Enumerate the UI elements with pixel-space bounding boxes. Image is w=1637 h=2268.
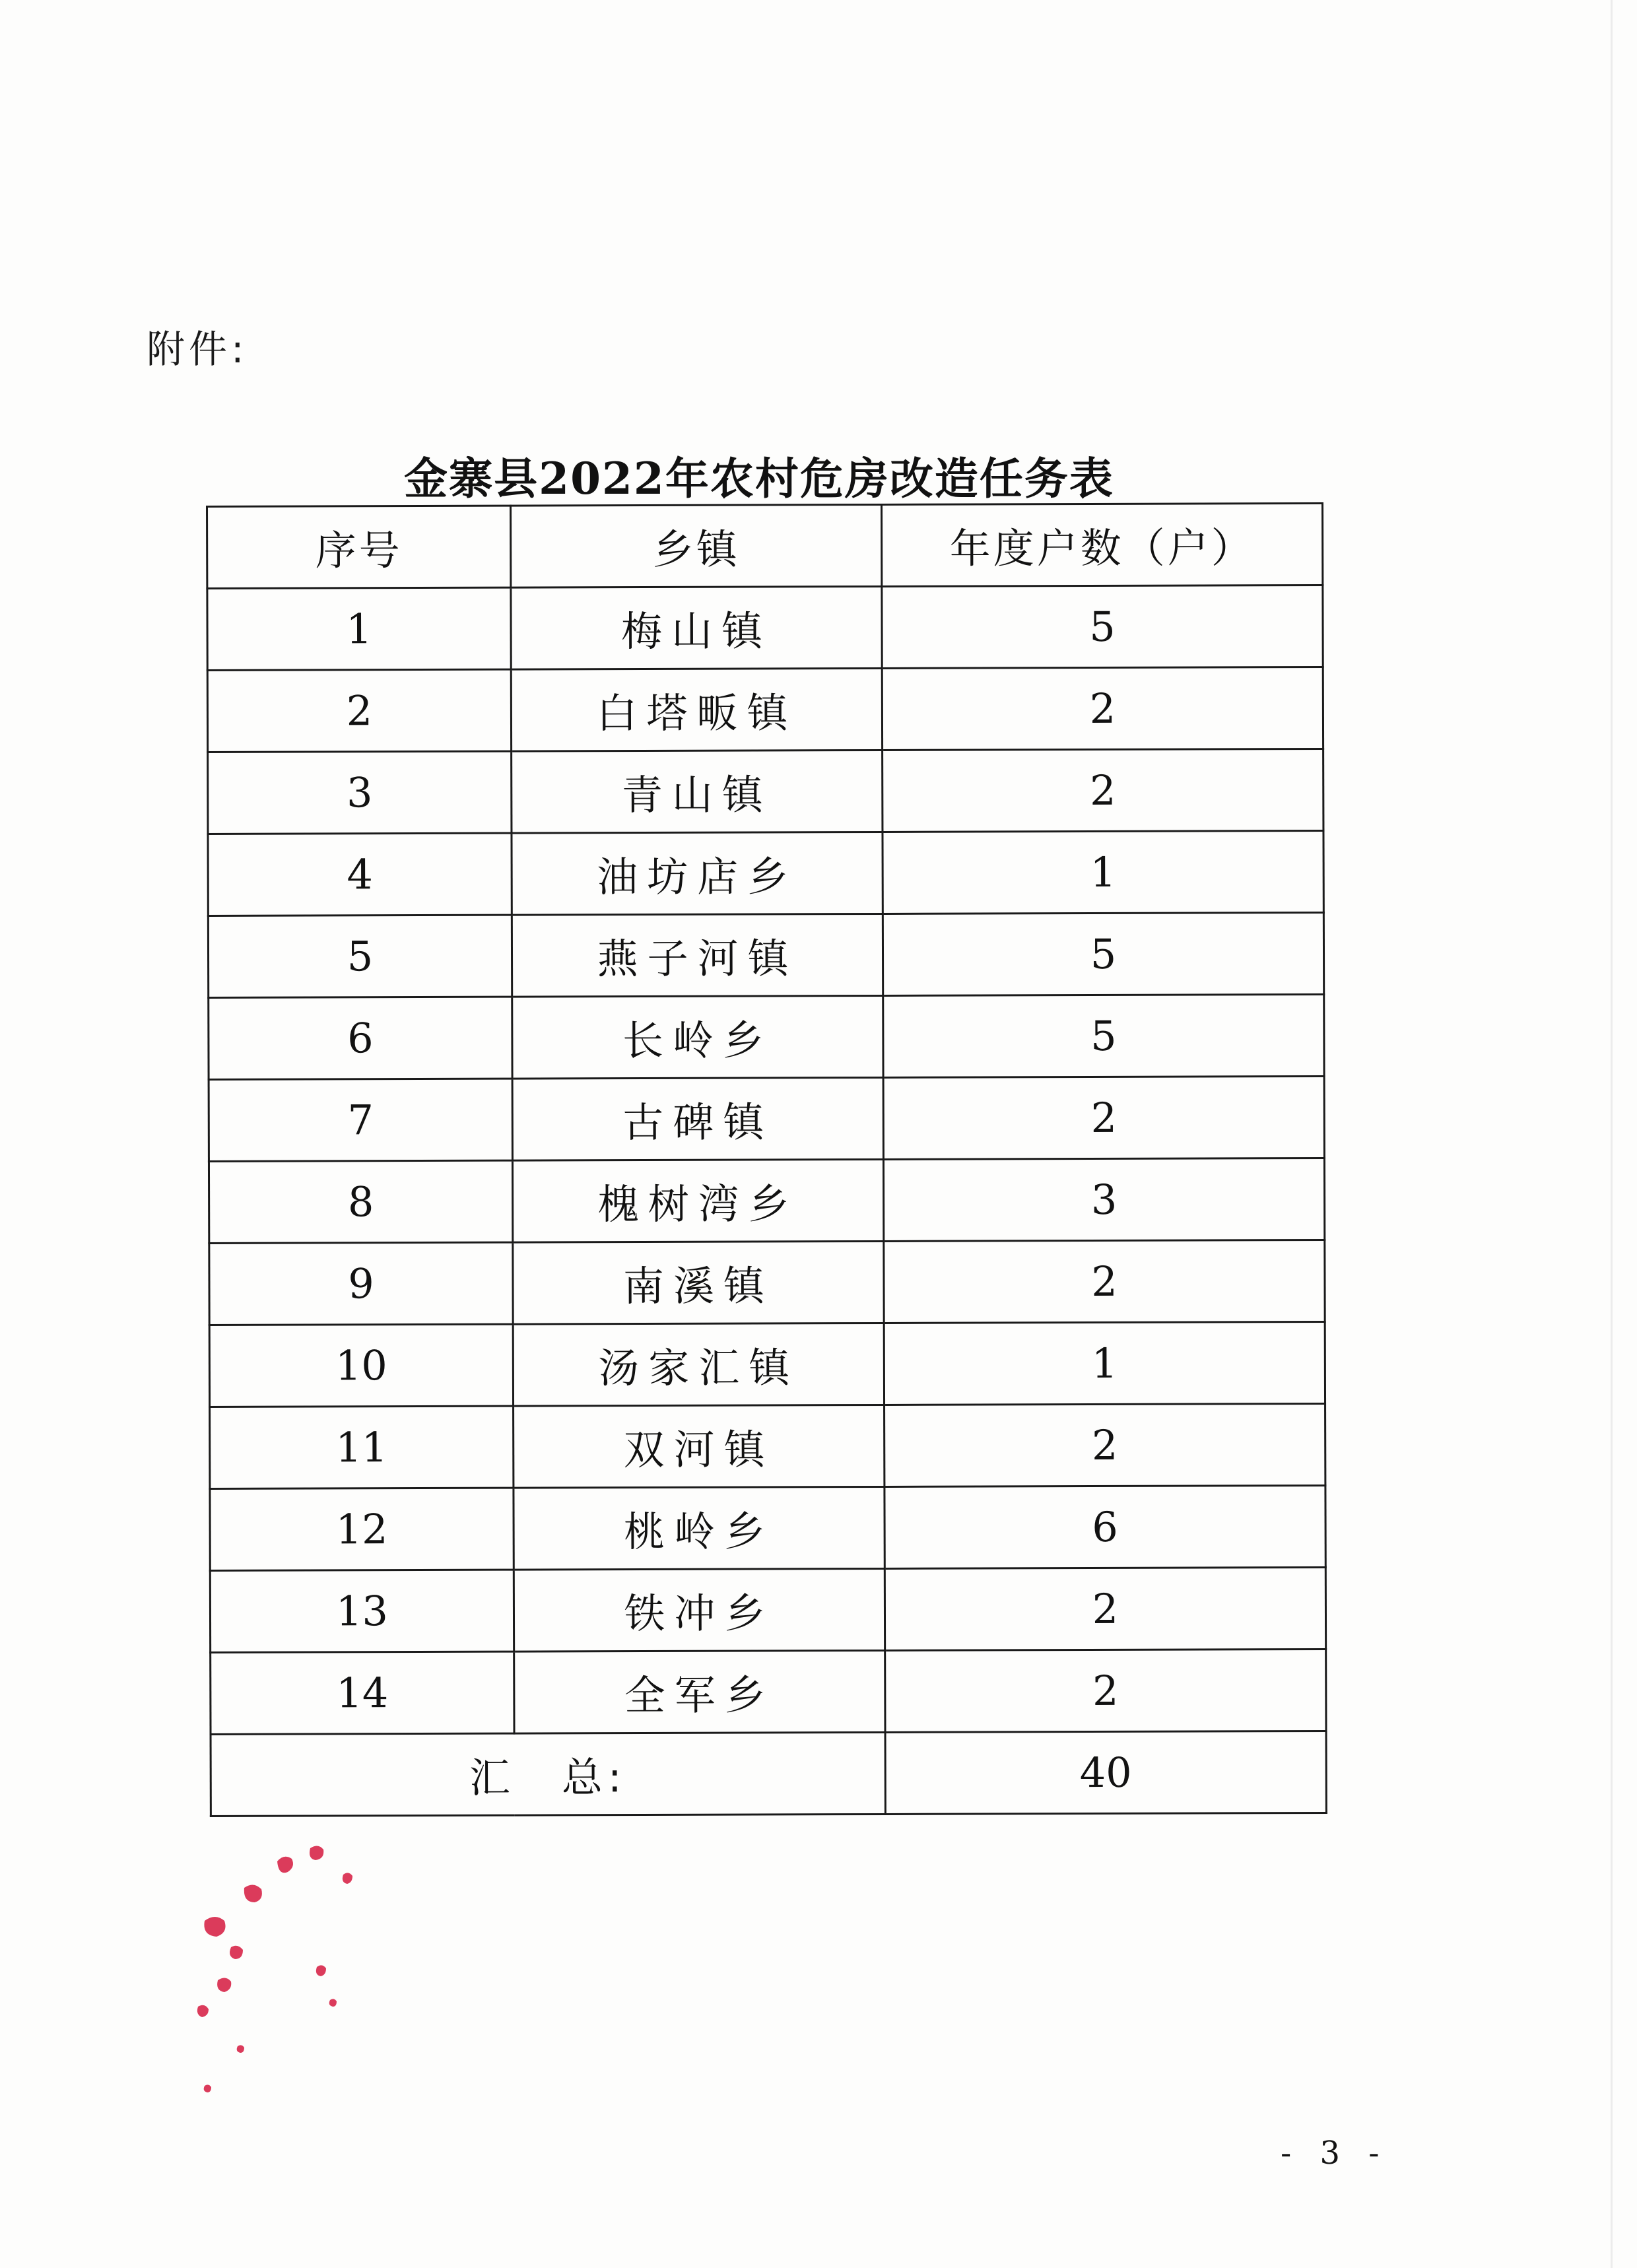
row-serial: 6 [209, 997, 512, 1079]
row-count: 2 [885, 1403, 1325, 1486]
row-serial: 10 [209, 1324, 513, 1407]
row-serial: 3 [208, 751, 512, 834]
row-count: 1 [883, 830, 1323, 914]
table-row [210, 1403, 1325, 1488]
table-row [208, 749, 1323, 834]
row-count: 6 [885, 1485, 1325, 1568]
row-serial: 1 [207, 587, 511, 670]
row-serial: 5 [208, 915, 512, 997]
table-row [210, 1567, 1325, 1652]
row-count: 2 [883, 1076, 1324, 1159]
total-value: 40 [885, 1731, 1326, 1814]
table-row [209, 1321, 1325, 1407]
row-serial: 7 [209, 1079, 512, 1161]
row-town: 白塔畈镇 [511, 668, 882, 751]
task-table [206, 502, 1327, 1817]
row-serial: 11 [210, 1406, 514, 1488]
row-serial: 2 [207, 669, 511, 752]
table-row [209, 1158, 1324, 1243]
table-row [209, 994, 1324, 1079]
row-town: 燕子河镇 [512, 914, 883, 997]
row-town: 槐树湾乡 [512, 1159, 883, 1242]
row-town: 古碑镇 [512, 1077, 883, 1160]
row-town: 双河镇 [514, 1405, 885, 1488]
row-count: 2 [883, 749, 1323, 832]
page-edge [1611, 0, 1613, 2268]
row-town: 铁冲乡 [514, 1568, 885, 1651]
row-count: 2 [882, 667, 1323, 750]
table-row [210, 1485, 1325, 1570]
row-count: 2 [885, 1649, 1326, 1732]
table-header-row [207, 503, 1323, 588]
row-serial: 8 [209, 1160, 512, 1243]
attachment-label: 附件: [147, 327, 248, 372]
row-count: 5 [883, 994, 1324, 1077]
header-serial: 序号 [207, 506, 511, 588]
row-count: 3 [883, 1158, 1324, 1241]
row-town: 梅山镇 [511, 586, 882, 669]
table-row [207, 585, 1323, 670]
row-serial: 4 [208, 833, 512, 916]
row-town: 全军乡 [514, 1650, 885, 1733]
row-town: 南溪镇 [513, 1241, 884, 1324]
table-row [211, 1649, 1326, 1734]
table-row [208, 912, 1323, 997]
header-households: 年度户数（户） [882, 503, 1323, 586]
row-count: 2 [885, 1567, 1325, 1650]
row-count: 5 [882, 585, 1323, 668]
total-label: 汇 总: [211, 1732, 885, 1816]
row-town: 桃岭乡 [514, 1486, 885, 1570]
row-town: 汤家汇镇 [513, 1323, 884, 1406]
row-serial: 12 [210, 1488, 514, 1570]
page-number: - 3 - [1281, 2135, 1389, 2172]
row-serial: 14 [211, 1651, 514, 1734]
total-row [211, 1731, 1326, 1816]
table-row [209, 1240, 1325, 1325]
table-row [208, 830, 1323, 916]
table-row [207, 667, 1323, 752]
red-stamp-fragment [178, 1835, 376, 2112]
table-row [209, 1076, 1324, 1161]
row-town: 油坊店乡 [512, 832, 883, 915]
row-town: 青山镇 [512, 750, 883, 833]
row-count: 5 [883, 912, 1323, 995]
row-count: 1 [884, 1321, 1325, 1405]
row-serial: 13 [210, 1570, 514, 1652]
document-title: 金寨县2022年农村危房改造任务表 [404, 453, 1114, 504]
row-town: 长岭乡 [512, 995, 883, 1079]
row-serial: 9 [209, 1242, 513, 1325]
header-town: 乡镇 [511, 504, 882, 587]
table-body [207, 585, 1326, 1734]
row-count: 2 [884, 1240, 1325, 1323]
